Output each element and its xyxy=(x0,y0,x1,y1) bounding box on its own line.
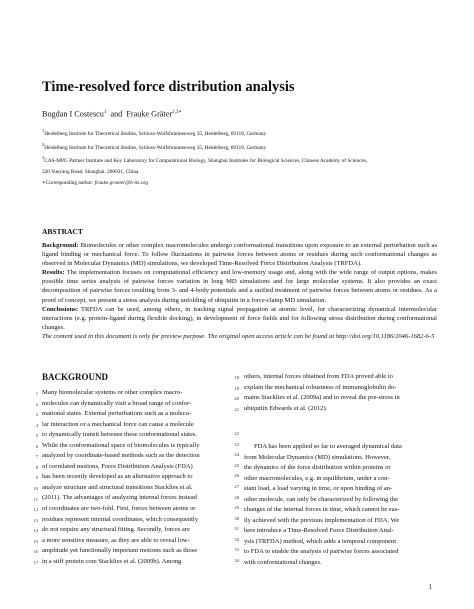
affiliation-text: Heidelberg Institute for Theoretical Studies, Schloss-Wolfsbrunnenweg 35, Heidelberg, 69118, Germany xyxy=(44,130,267,137)
left-column xyxy=(33,388,226,567)
abstract xyxy=(42,241,437,341)
line-number: 18 xyxy=(234,375,239,380)
body-line: others, internal forces obtained from FDA proved able to xyxy=(244,373,393,380)
abstract-line: intermolecular interactions (e.g. protein-ligand during flexible docking), in development of force fields and for following xyxy=(42,305,437,322)
abstract-line: Time-Resolved Force Distribution Analysis (TRFDA). xyxy=(218,260,362,268)
abstract-line: molecular systems. It also provides an exact decomposition of pairwise forces resulting from 3- and 4-body potentials and xyxy=(42,278,437,295)
author-separator: and xyxy=(110,109,123,119)
abstract-line: atoms or residues during such conformational changes as observed in Molecular Dynamics (MD) simulations, we developed xyxy=(42,251,437,268)
line-number: 33 xyxy=(234,547,239,553)
line-number: 6 xyxy=(35,443,38,449)
note-line: The content used in this document is only for preview purpose. The original open access article can be found at xyxy=(42,332,335,340)
line-number: 31 xyxy=(234,526,239,532)
line-number: 10 xyxy=(33,485,38,491)
abstract-line: Biomolecules or other complex macromolecules undergo conformational transitions upon exposure to xyxy=(80,242,351,249)
line-number: 28 xyxy=(234,494,239,500)
right-column-bottom xyxy=(244,442,436,569)
affiliation-sup: 1 xyxy=(42,128,45,133)
body-line: ysis (TRFDA) method, which adds a temporal component xyxy=(244,537,397,545)
body-line: other molecule, can only be characterized by following the xyxy=(244,495,398,503)
page-number: 1 xyxy=(428,583,432,591)
line-number: 21 xyxy=(234,406,239,412)
line-number: 26 xyxy=(234,473,239,479)
body-line: do not require any structural fitting. Secondly, forces are xyxy=(42,526,190,534)
line-number: 29 xyxy=(234,505,239,511)
body-line: here introduce a Time-Resolved Force Distribution Anal- xyxy=(244,527,394,535)
line-number: 2 xyxy=(35,401,38,407)
author-name: Bogdan I Costescu xyxy=(42,109,104,119)
affiliation-text: Heidelberg Institute for Theoretical Studies, Schloss-Wolfsbrunnenweg 35, Heidelberg, 69118, Germany xyxy=(44,144,267,151)
affiliation xyxy=(42,126,442,140)
abstract-background xyxy=(42,241,437,268)
body-line: has been recently developed as an alternative approach to xyxy=(42,473,193,481)
body-line: to FDA to enable the analysis of pairwise forces associated xyxy=(244,548,399,556)
line-number: 8 xyxy=(35,464,38,470)
conclusions-label: Conclusions: xyxy=(42,305,79,313)
body-line: of correlated motions, Force Distribution Analysis (FDA) xyxy=(42,462,193,470)
line-number: 12 xyxy=(33,507,38,513)
body-line: with conformational changes. xyxy=(244,559,322,567)
line-number: 15 xyxy=(33,538,38,544)
abstract-line: unfolding of ubiquitin in a force-clamp MD simulation. xyxy=(180,296,327,304)
line-number: 11 xyxy=(33,496,38,502)
corresponding-label: ∗Corresponding author: xyxy=(42,179,94,186)
line-number: 34 xyxy=(234,557,239,563)
body-line: While the conformational space of biomolecules is typically xyxy=(42,441,200,449)
body-line: changes of the internal forces in time, which cannot be eas- xyxy=(244,506,400,514)
body-line: in a stiff protein core Stacklies et al. (2009b). Among xyxy=(42,557,182,565)
affiliation-text: CAS-MPG Partner Institute and Key Laboratory for Computational Biology, Shanghai Institutes for Biological Sciences, Chinese Academy of Sciences, xyxy=(44,158,368,165)
abstract-conclusions xyxy=(42,305,437,332)
affiliation xyxy=(42,153,442,167)
body-line: stant load, a load varying in time, or upon binding of an- xyxy=(244,485,393,493)
body-line: Many biomolecular systems or other complex macro- xyxy=(42,389,183,396)
line-number: 17 xyxy=(33,559,38,565)
doi-link[interactable]: http://doi.org/10.1186/2046-1682-6-5 xyxy=(335,332,435,340)
line-number: 4 xyxy=(35,422,38,428)
body-line: molecules can dynamically visit a broad range of confor- xyxy=(42,399,192,407)
line-number: 23 xyxy=(234,441,239,447)
abstract-line: a unified treatment of pairwise forces between atoms or residues. As a proof of concept, we present a stress analysis during xyxy=(42,287,437,304)
corresponding-email[interactable]: frauke.graeter@h-its.org xyxy=(94,179,148,186)
line-number: 14 xyxy=(33,528,38,534)
line-number: 5 xyxy=(35,433,38,439)
body-line: the dynamics of the force distribution within proteins or xyxy=(244,464,391,472)
body-line: ily achieved with the previous implementation of FDA. We xyxy=(244,516,400,524)
body-line: mational states. External perturbations such as a molecu- xyxy=(42,410,192,418)
body-line: analyzed by coordinate-based methods such as the detection xyxy=(42,452,200,460)
line-number: 32 xyxy=(234,536,239,542)
author-list xyxy=(42,107,182,120)
body-line: mains Stacklies et al. (2009a) and to reveal the pre-stress in xyxy=(244,394,400,402)
abstract-results xyxy=(42,268,437,304)
abstract-line: stress distribution during conformational changes. xyxy=(42,314,437,331)
body-line: amplitude yet functionally important motions such as those xyxy=(42,547,198,555)
body-line: of coordinates are two-fold. First, forces between atoms or xyxy=(42,505,196,513)
affiliation-text: 320 Yueyang Road, Shanghai, 200031, China xyxy=(42,169,139,176)
affiliation-sup: 3 xyxy=(42,155,45,161)
line-number: 24 xyxy=(234,452,239,458)
author-name: Frauke Gräter xyxy=(126,109,173,119)
body-line: a more sensitive measure, as they are able to reveal low- xyxy=(42,536,190,544)
line-number: 1 xyxy=(35,391,38,396)
affiliation-sup: 2 xyxy=(42,141,45,147)
section-heading: BACKGROUND xyxy=(42,372,109,382)
body-line: other macromolecules, e.g. in equilibrium, under a con- xyxy=(244,474,390,482)
author-sup: 1 xyxy=(103,110,107,115)
body-line: FDA has been applied so far to averaged dynamical data xyxy=(254,443,402,450)
background-label: Background: xyxy=(42,242,79,249)
abstract-heading: ABSTRACT xyxy=(42,227,83,236)
line-number: 7 xyxy=(35,454,38,460)
body-line: explain the mechanical robustness of immunoglobulin do- xyxy=(244,383,397,391)
right-column-top xyxy=(234,372,436,414)
line-number: 9 xyxy=(35,475,38,481)
abstract-line: The implementation focuses on computational efficiency and low-memory usage and, along with the wide range xyxy=(66,269,369,277)
paper-title: Time-resolved force distribution analysis xyxy=(42,79,295,95)
line-number: 30 xyxy=(234,515,239,521)
line-number: 19 xyxy=(234,385,239,391)
line-number: 27 xyxy=(234,483,239,489)
preview-note xyxy=(42,332,437,341)
results-label: Results: xyxy=(42,269,65,277)
line-number: 20 xyxy=(234,396,239,402)
body-line: from Molecular Dynamics (MD) simulations. However, xyxy=(244,453,391,461)
line-number: 22 xyxy=(234,431,239,437)
body-line: residues represent internal coordinates, which consequently xyxy=(42,515,198,523)
affiliation xyxy=(42,140,442,154)
body-line: to dynamically transit between these conformational states. xyxy=(42,431,198,439)
line-number: 3 xyxy=(35,412,38,418)
corresponding-author xyxy=(42,178,442,189)
body-line: ubiquitin Edwards et al. (2012). xyxy=(244,404,328,412)
author-sup: 2,3∗ xyxy=(172,110,182,115)
abstract-line: of output options, makes possible time series analysis of pairwise forces variation in long MD simulations and for large xyxy=(42,269,437,286)
line-number: 16 xyxy=(33,549,38,555)
line-number: 13 xyxy=(33,517,38,523)
abstract-line: an external perturbation such as ligand binding or mechanical force. To follow fluctuations in pairwise forces between xyxy=(42,242,438,259)
abstract-line: TRFDA can be used, among others, in tracking signal propagation at atomic level, for characterizing dynamical xyxy=(81,305,396,313)
affiliations xyxy=(42,126,442,189)
affiliation xyxy=(42,167,442,178)
body-line: lar interaction or a mechanical force can cause a molecule xyxy=(42,420,194,428)
line-number: 25 xyxy=(234,462,239,468)
body-line: (2011). The advantages of analyzing internal forces instead xyxy=(42,494,197,502)
body-line: analyze structure and structural transitions Stacklies et al. xyxy=(42,483,193,491)
